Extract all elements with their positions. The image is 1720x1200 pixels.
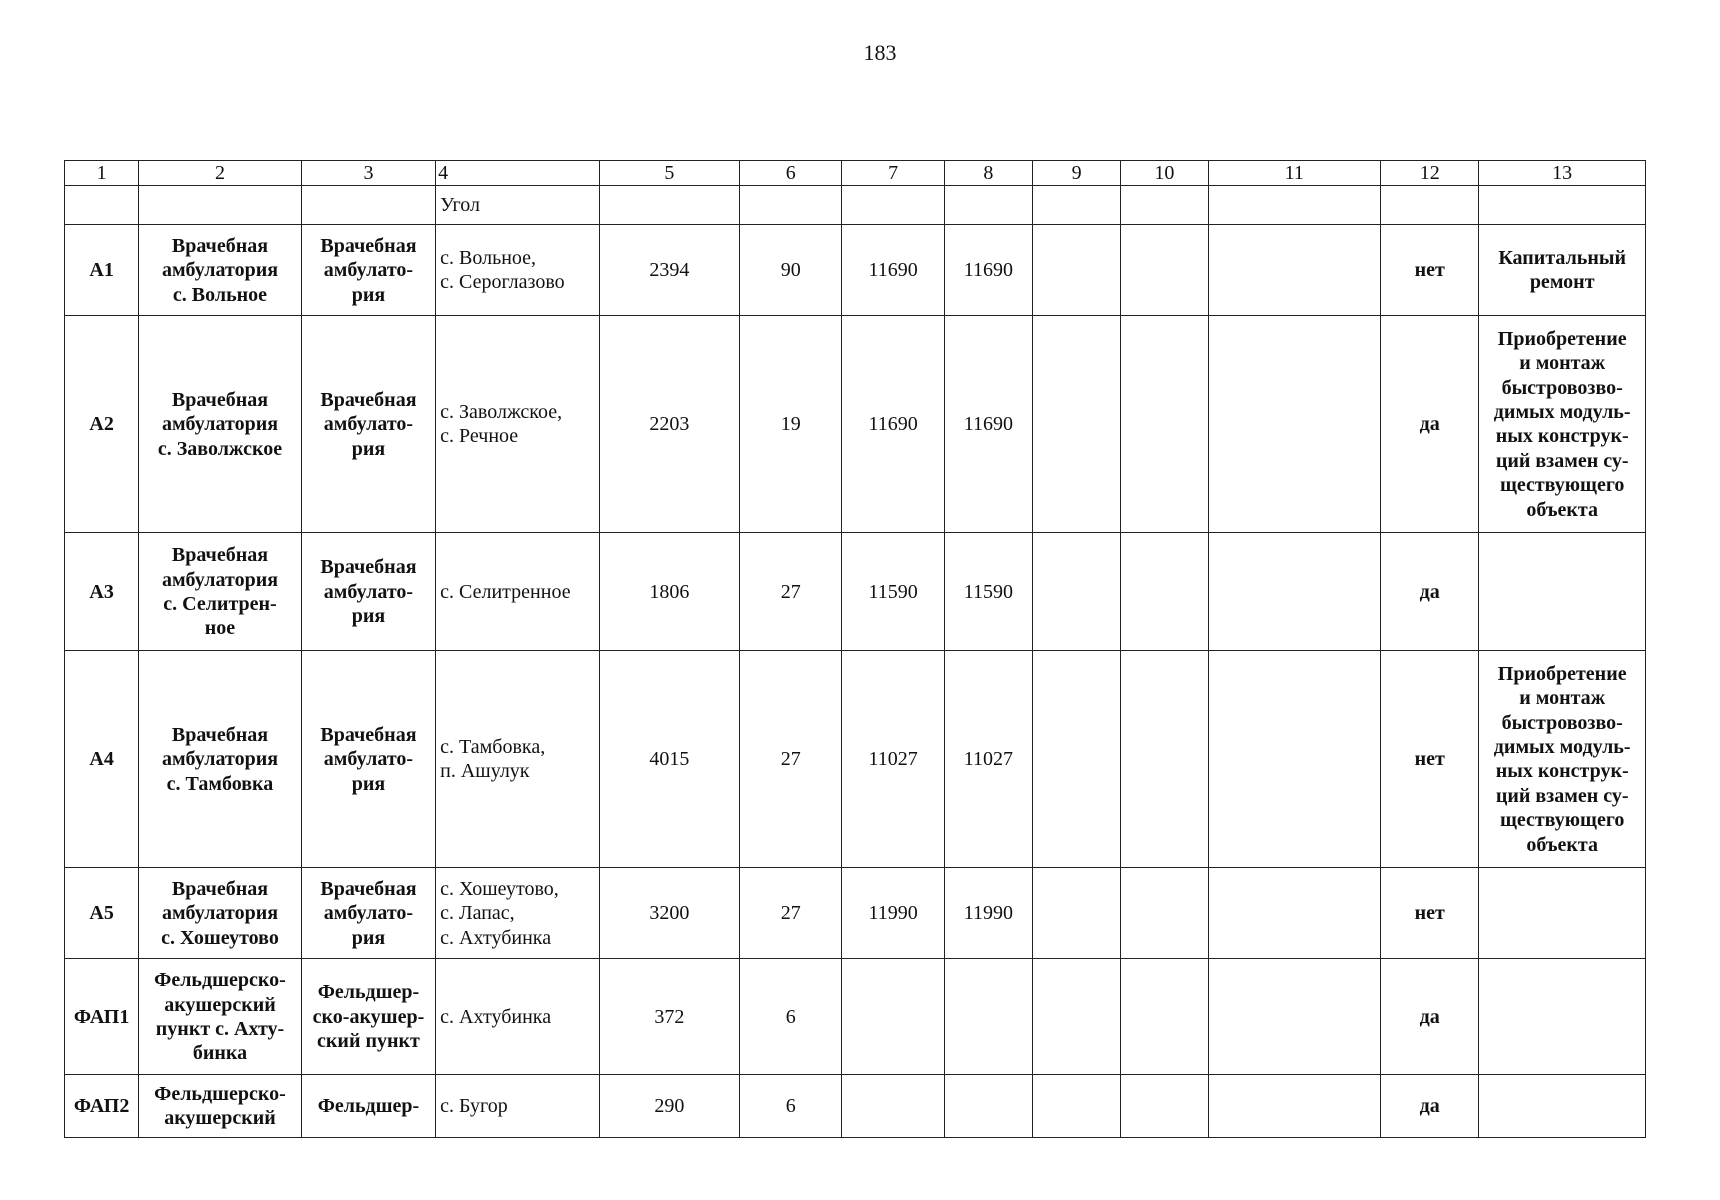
table-cell-col-11	[1208, 186, 1381, 225]
table-cell-col-9	[1033, 959, 1121, 1075]
table-cell-col-6: 27	[740, 533, 842, 651]
table-cell-col-4: с. Тамбовка, п. Ашулук	[436, 651, 600, 868]
table-cell-col-7	[842, 186, 944, 225]
table-cell-col-8: 8	[944, 161, 1032, 186]
table-cell-col-7: 11990	[842, 868, 944, 959]
table-cell-col-13	[1479, 186, 1646, 225]
table-cell-col-6: 90	[740, 225, 842, 316]
table-cell-col-13: Приобретение и монтаж быстровозво- димых модуль- ных конструк- ций взамен су- ществующего объекта	[1479, 316, 1646, 533]
table-cell-col-1: А1	[65, 225, 139, 316]
table-cell-col-2: Врачебная амбулатория с. Селитрен- ное	[139, 533, 302, 651]
table-row	[65, 225, 1646, 316]
table-cell-col-1: ФАП2	[65, 1075, 139, 1138]
table-cell-col-1: А5	[65, 868, 139, 959]
table-cell-col-5: 2203	[599, 316, 739, 533]
table-cell-col-8	[944, 1075, 1032, 1138]
table-cell-col-12: нет	[1381, 868, 1479, 959]
table-cell-col-8	[944, 186, 1032, 225]
table-cell-col-3: Фельдшер-	[301, 1075, 435, 1138]
table-cell-col-6: 27	[740, 651, 842, 868]
table-cell-col-10	[1121, 868, 1208, 959]
table-cell-col-11	[1208, 225, 1381, 316]
table-cell-col-1: 1	[65, 161, 139, 186]
table-cell-col-1: ФАП1	[65, 959, 139, 1075]
table-cell-col-4: с. Ахтубинка	[436, 959, 600, 1075]
table-cell-col-2: Фельдшерско- акушерский пункт с. Ахту- бинка	[139, 959, 302, 1075]
table-cell-col-6: 6	[740, 959, 842, 1075]
table-cell-col-13: Приобретение и монтаж быстровозво- димых модуль- ных конструк- ций взамен су- ществующего объекта	[1479, 651, 1646, 868]
table-cell-col-3	[301, 186, 435, 225]
table-cell-col-5: 2394	[599, 225, 739, 316]
table-row	[65, 651, 1646, 868]
table-cell-col-3: Фельдшер- ско-акушер- ский пункт	[301, 959, 435, 1075]
table-cell-col-12: нет	[1381, 225, 1479, 316]
table-cell-col-12: да	[1381, 1075, 1479, 1138]
table-cell-col-6: 19	[740, 316, 842, 533]
table-cell-col-2: Врачебная амбулатория с. Хошеутово	[139, 868, 302, 959]
table-cell-col-7: 7	[842, 161, 944, 186]
table-row	[65, 868, 1646, 959]
table-cell-col-9	[1033, 868, 1121, 959]
table-cell-col-3: Врачебная амбулато- рия	[301, 533, 435, 651]
table-cell-col-10	[1121, 651, 1208, 868]
table-cell-col-2	[139, 186, 302, 225]
table-cell-col-4: Угол	[436, 186, 600, 225]
table-cell-col-4: с. Вольное, с. Сероглазово	[436, 225, 600, 316]
table-cell-col-7: 11690	[842, 225, 944, 316]
table-cell-col-1: А4	[65, 651, 139, 868]
table-cell-col-13	[1479, 868, 1646, 959]
table-cell-col-13	[1479, 533, 1646, 651]
table-cell-col-5	[599, 186, 739, 225]
table-cell-col-5: 1806	[599, 533, 739, 651]
table-cell-col-10	[1121, 959, 1208, 1075]
table-cell-col-2: Фельдшерско- акушерский	[139, 1075, 302, 1138]
table-cell-col-9: 9	[1033, 161, 1121, 186]
table-cell-col-12: нет	[1381, 651, 1479, 868]
table-cell-col-5: 290	[599, 1075, 739, 1138]
table-cell-col-8: 11590	[944, 533, 1032, 651]
table-cell-col-13: 13	[1479, 161, 1646, 186]
table-row	[65, 316, 1646, 533]
table-cell-col-12: 12	[1381, 161, 1479, 186]
table-cell-col-4: 4	[436, 161, 600, 186]
table-cell-col-10	[1121, 186, 1208, 225]
table-cell-col-6	[740, 186, 842, 225]
table-cell-col-5: 372	[599, 959, 739, 1075]
table-cell-col-7: 11590	[842, 533, 944, 651]
data-table	[64, 160, 1646, 1138]
table-cell-col-4: с. Бугор	[436, 1075, 600, 1138]
table-cell-col-12	[1381, 186, 1479, 225]
table-cell-col-6: 6	[740, 161, 842, 186]
column-number-row	[65, 161, 1646, 186]
table-cell-col-8	[944, 959, 1032, 1075]
table-cell-col-7: 11027	[842, 651, 944, 868]
table-cell-col-7: 11690	[842, 316, 944, 533]
table-cell-col-3: Врачебная амбулато- рия	[301, 316, 435, 533]
table-cell-col-9	[1033, 533, 1121, 651]
table-cell-col-10: 10	[1121, 161, 1208, 186]
table-cell-col-13	[1479, 959, 1646, 1075]
table-cell-col-4: с. Хошеутово, с. Лапас, с. Ахтубинка	[436, 868, 600, 959]
table-row	[65, 1075, 1646, 1138]
table-cell-col-4: с. Селитренное	[436, 533, 600, 651]
table-cell-col-8: 11690	[944, 316, 1032, 533]
table-row	[65, 959, 1646, 1075]
subheader-row	[65, 186, 1646, 225]
table-cell-col-3: 3	[301, 161, 435, 186]
table-cell-col-10	[1121, 225, 1208, 316]
table-cell-col-11	[1208, 1075, 1381, 1138]
table-cell-col-12: да	[1381, 316, 1479, 533]
table-cell-col-1: А3	[65, 533, 139, 651]
table-cell-col-13	[1479, 1075, 1646, 1138]
table-cell-col-9	[1033, 651, 1121, 868]
table-cell-col-11	[1208, 533, 1381, 651]
table-cell-col-12: да	[1381, 533, 1479, 651]
table-cell-col-8: 11990	[944, 868, 1032, 959]
table-cell-col-11	[1208, 868, 1381, 959]
table-cell-col-2: 2	[139, 161, 302, 186]
table-cell-col-11	[1208, 651, 1381, 868]
table-cell-col-3: Врачебная амбулато- рия	[301, 651, 435, 868]
table-cell-col-5: 5	[599, 161, 739, 186]
table-cell-col-9	[1033, 225, 1121, 316]
table-cell-col-1: А2	[65, 316, 139, 533]
table-cell-col-7	[842, 1075, 944, 1138]
table-cell-col-1	[65, 186, 139, 225]
table-cell-col-6: 27	[740, 868, 842, 959]
table-cell-col-4: с. Заволжское, с. Речное	[436, 316, 600, 533]
table-cell-col-2: Врачебная амбулатория с. Вольное	[139, 225, 302, 316]
table-cell-col-9	[1033, 1075, 1121, 1138]
table-cell-col-8: 11690	[944, 225, 1032, 316]
table-cell-col-5: 4015	[599, 651, 739, 868]
table-row	[65, 533, 1646, 651]
table-cell-col-9	[1033, 186, 1121, 225]
table-cell-col-10	[1121, 533, 1208, 651]
table-cell-col-5: 3200	[599, 868, 739, 959]
table-cell-col-11	[1208, 316, 1381, 533]
table-cell-col-12: да	[1381, 959, 1479, 1075]
table-cell-col-13: Капитальный ремонт	[1479, 225, 1646, 316]
table-cell-col-11	[1208, 959, 1381, 1075]
page-number: 183	[863, 40, 897, 65]
table-cell-col-3: Врачебная амбулато- рия	[301, 225, 435, 316]
table-cell-col-10	[1121, 316, 1208, 533]
table-cell-col-2: Врачебная амбулатория с. Тамбовка	[139, 651, 302, 868]
table-cell-col-11: 11	[1208, 161, 1381, 186]
table-cell-col-6: 6	[740, 1075, 842, 1138]
table-cell-col-8: 11027	[944, 651, 1032, 868]
table-cell-col-3: Врачебная амбулато- рия	[301, 868, 435, 959]
table-cell-col-2: Врачебная амбулатория с. Заволжское	[139, 316, 302, 533]
table-cell-col-9	[1033, 316, 1121, 533]
table-cell-col-7	[842, 959, 944, 1075]
table-cell-col-10	[1121, 1075, 1208, 1138]
